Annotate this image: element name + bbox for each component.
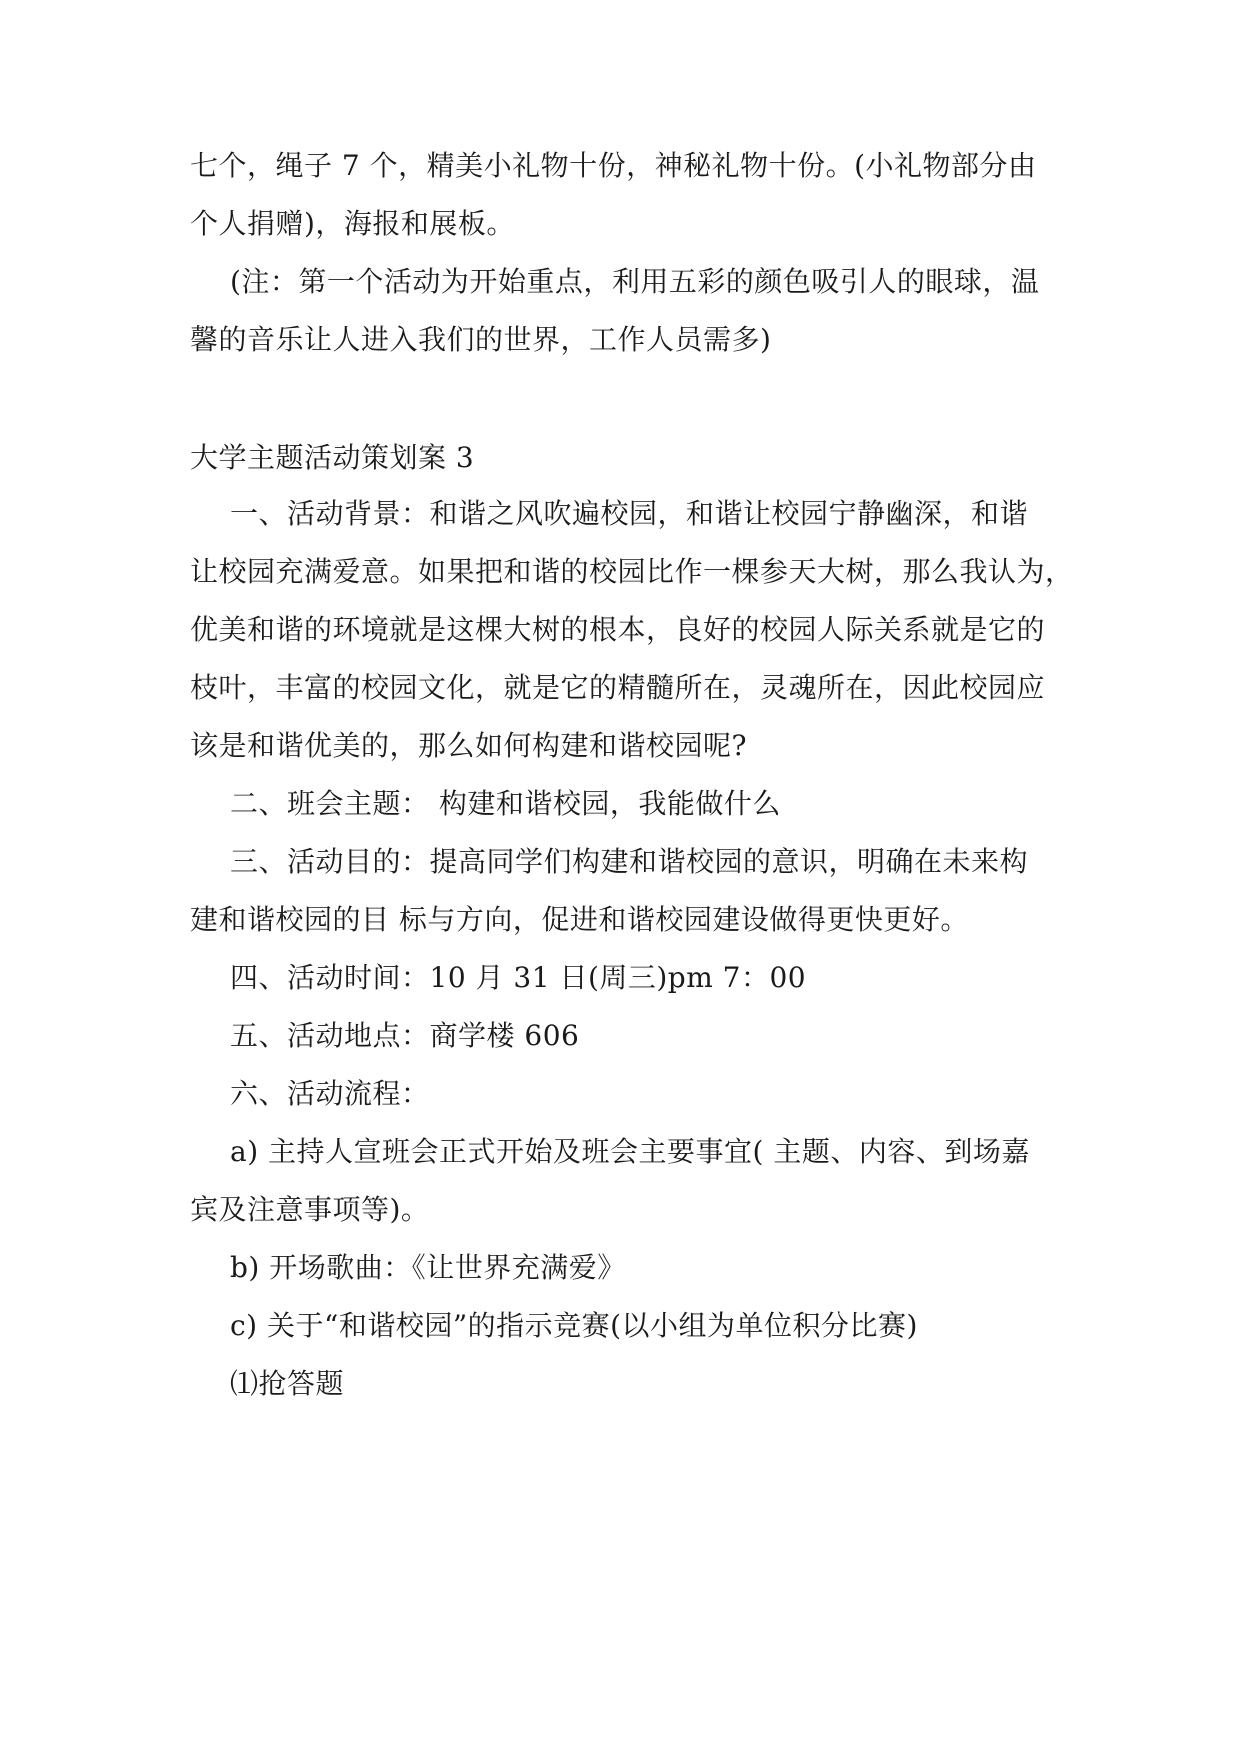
text-line: 个人捐赠)，海报和展板。 <box>190 207 515 240</box>
text-line: 优美和谐的环境就是这棵大树的根本，良好的校园人际关系就是它的 <box>190 613 1046 646</box>
text-line: b) 开场歌曲：《让世界充满爱》 <box>230 1251 626 1284</box>
text-line: 一、活动背景：和谐之风吹遍校园，和谐让校园宁静幽深，和谐 <box>230 497 1029 530</box>
text-line: 四、活动时间：10 月 31 日(周三)pm 7：00 <box>230 961 807 994</box>
text-line: 二、班会主题： 构建和谐校园，我能做什么 <box>230 787 781 820</box>
text-line: 宾及注意事项等)。 <box>190 1193 430 1226</box>
text-line: 该是和谐优美的，那么如何构建和谐校园呢? <box>190 729 748 762</box>
text-line: (注：第一个活动为开始重点，利用五彩的颜色吸引人的眼球，温 <box>230 265 1040 298</box>
text-line: 馨的音乐让人进入我们的世界，工作人员需多) <box>190 323 772 356</box>
text-line: 让校园充满爱意。如果把和谐的校园比作一棵参天大树，那么我认为， <box>190 555 1074 588</box>
text-line: a) 主持人宣班会正式开始及班会主要事宜( 主题、内容、到场嘉 <box>230 1135 1030 1168</box>
text-line: 枝叶，丰富的校园文化，就是它的精髓所在，灵魂所在，因此校园应 <box>190 671 1046 704</box>
section-heading: 大学主题活动策划案 3 <box>190 441 475 474</box>
text-line: c) 关于“和谐校园”的指示竞赛(以小组为单位积分比赛) <box>230 1309 918 1342</box>
text-line: 三、活动目的：提高同学们构建和谐校园的意识，明确在未来构 <box>230 845 1029 878</box>
text-line: 七个，绳子 7 个，精美小礼物十份，神秘礼物十份。(小礼物部分由 <box>190 149 1037 182</box>
text-line: 建和谐校园的目 标与方向，促进和谐校园建设做得更快更好。 <box>190 903 969 936</box>
text-line: 六、活动流程： <box>230 1077 430 1110</box>
text-line: ⑴抢答题 <box>230 1367 345 1400</box>
text-line: 五、活动地点：商学楼 606 <box>230 1019 580 1052</box>
